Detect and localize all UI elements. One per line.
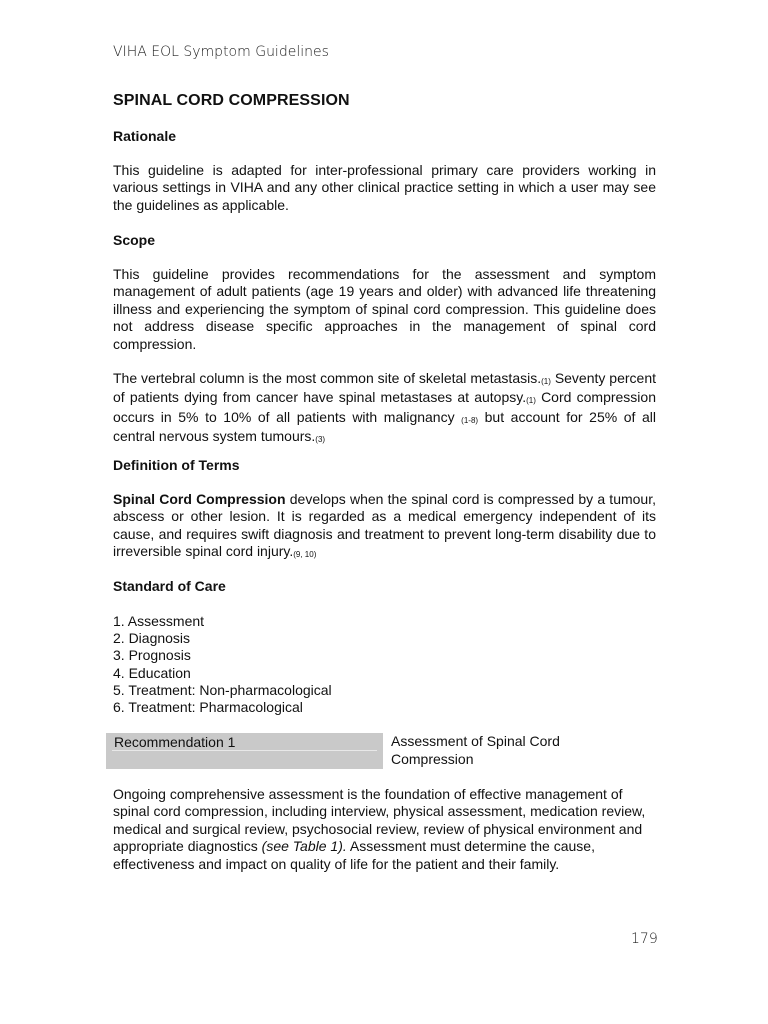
list-item: 2. Diagnosis (113, 630, 191, 647)
definition-term: Spinal Cord Compression (113, 491, 286, 507)
citation-ref: (1) (541, 377, 551, 386)
rationale-text: This guideline is adapted for inter-professional primary care providers working in various settings in VIHA and any other clinical practice setting in which a user may see the guidelines as applicable. (113, 162, 656, 213)
scope-sentence-3: Cord compression occurs in 5% to 10% of all patients with malignancy (113, 389, 656, 425)
definition-body: develops when the spinal cord is compressed by a tumour, abscess or other lesion. It is regarded as a medical emergency independent of its cause, and requires swift diagnosis and treatment to prevent long-term disability due to irreversible spinal cord injury. (113, 491, 656, 560)
list-item: 6. Treatment: Pharmacological (113, 699, 303, 716)
list-item: 3. Prognosis (113, 647, 191, 664)
recommendation-label: Recommendation 1 (114, 734, 236, 750)
recommendation-text-part: Ongoing comprehensive assessment is the foundation of effective management of spinal cord compression, including interview, physical assessment, medication review, medical and surgical review, psychosocial review, review of physical environment and appropriate diagnostics (113, 786, 646, 855)
page-number: 179 (631, 931, 658, 947)
list-item: 5. Treatment: Non-pharmacological (113, 681, 332, 698)
citation-ref: (9, 10) (293, 550, 317, 560)
running-header: VIHA EOL Symptom Guidelines (113, 44, 329, 60)
scope-sentence-4: but account for 25% of all central nervous system tumours. (113, 408, 657, 445)
definition-heading: Definition of Terms (113, 457, 240, 473)
rationale-heading: Rationale (113, 128, 177, 144)
page-title: SPINAL CORD COMPRESSION (113, 92, 350, 109)
citation-ref: (3) (315, 435, 326, 445)
list-item: 1. Assessment (113, 613, 205, 629)
recommendation-title: Assessment of Spinal Cord Compression (391, 733, 560, 767)
scope-sentence-1: The vertebral column is the most common site of skeletal metastasis. (113, 370, 542, 386)
citation-ref: (1-8) (461, 415, 479, 425)
recommendation-text (113, 786, 653, 873)
standard-list (113, 613, 656, 716)
list-item: 4. Education (113, 664, 191, 681)
scope-text: This guideline provides recommendations for the assessment and symptom management of adult patients (age 19 years and older) with advanced life threatening illness and experiencing the symptom of spinal cord compression. This guideline does not address disease specific approaches in the management of spinal cord compression. (113, 266, 656, 352)
scope-heading: Scope (113, 232, 156, 248)
scope-paragraph-2 (113, 370, 656, 448)
recommendation-box (106, 733, 383, 769)
scope-sentence-2: Seventy percent of patients dying from cancer have spinal metastases at autopsy. (113, 370, 657, 406)
definition-text (113, 491, 656, 563)
standard-heading: Standard of Care (113, 578, 226, 594)
divider (112, 750, 377, 751)
standard-list-wrapper (113, 613, 656, 716)
recommendation-text-part: Assessment must determine the cause, effectiveness and impact on quality of life for the patient and their family. (113, 838, 595, 872)
citation-ref: (1) (526, 396, 536, 406)
table-reference: (see Table 1). (261, 838, 347, 855)
